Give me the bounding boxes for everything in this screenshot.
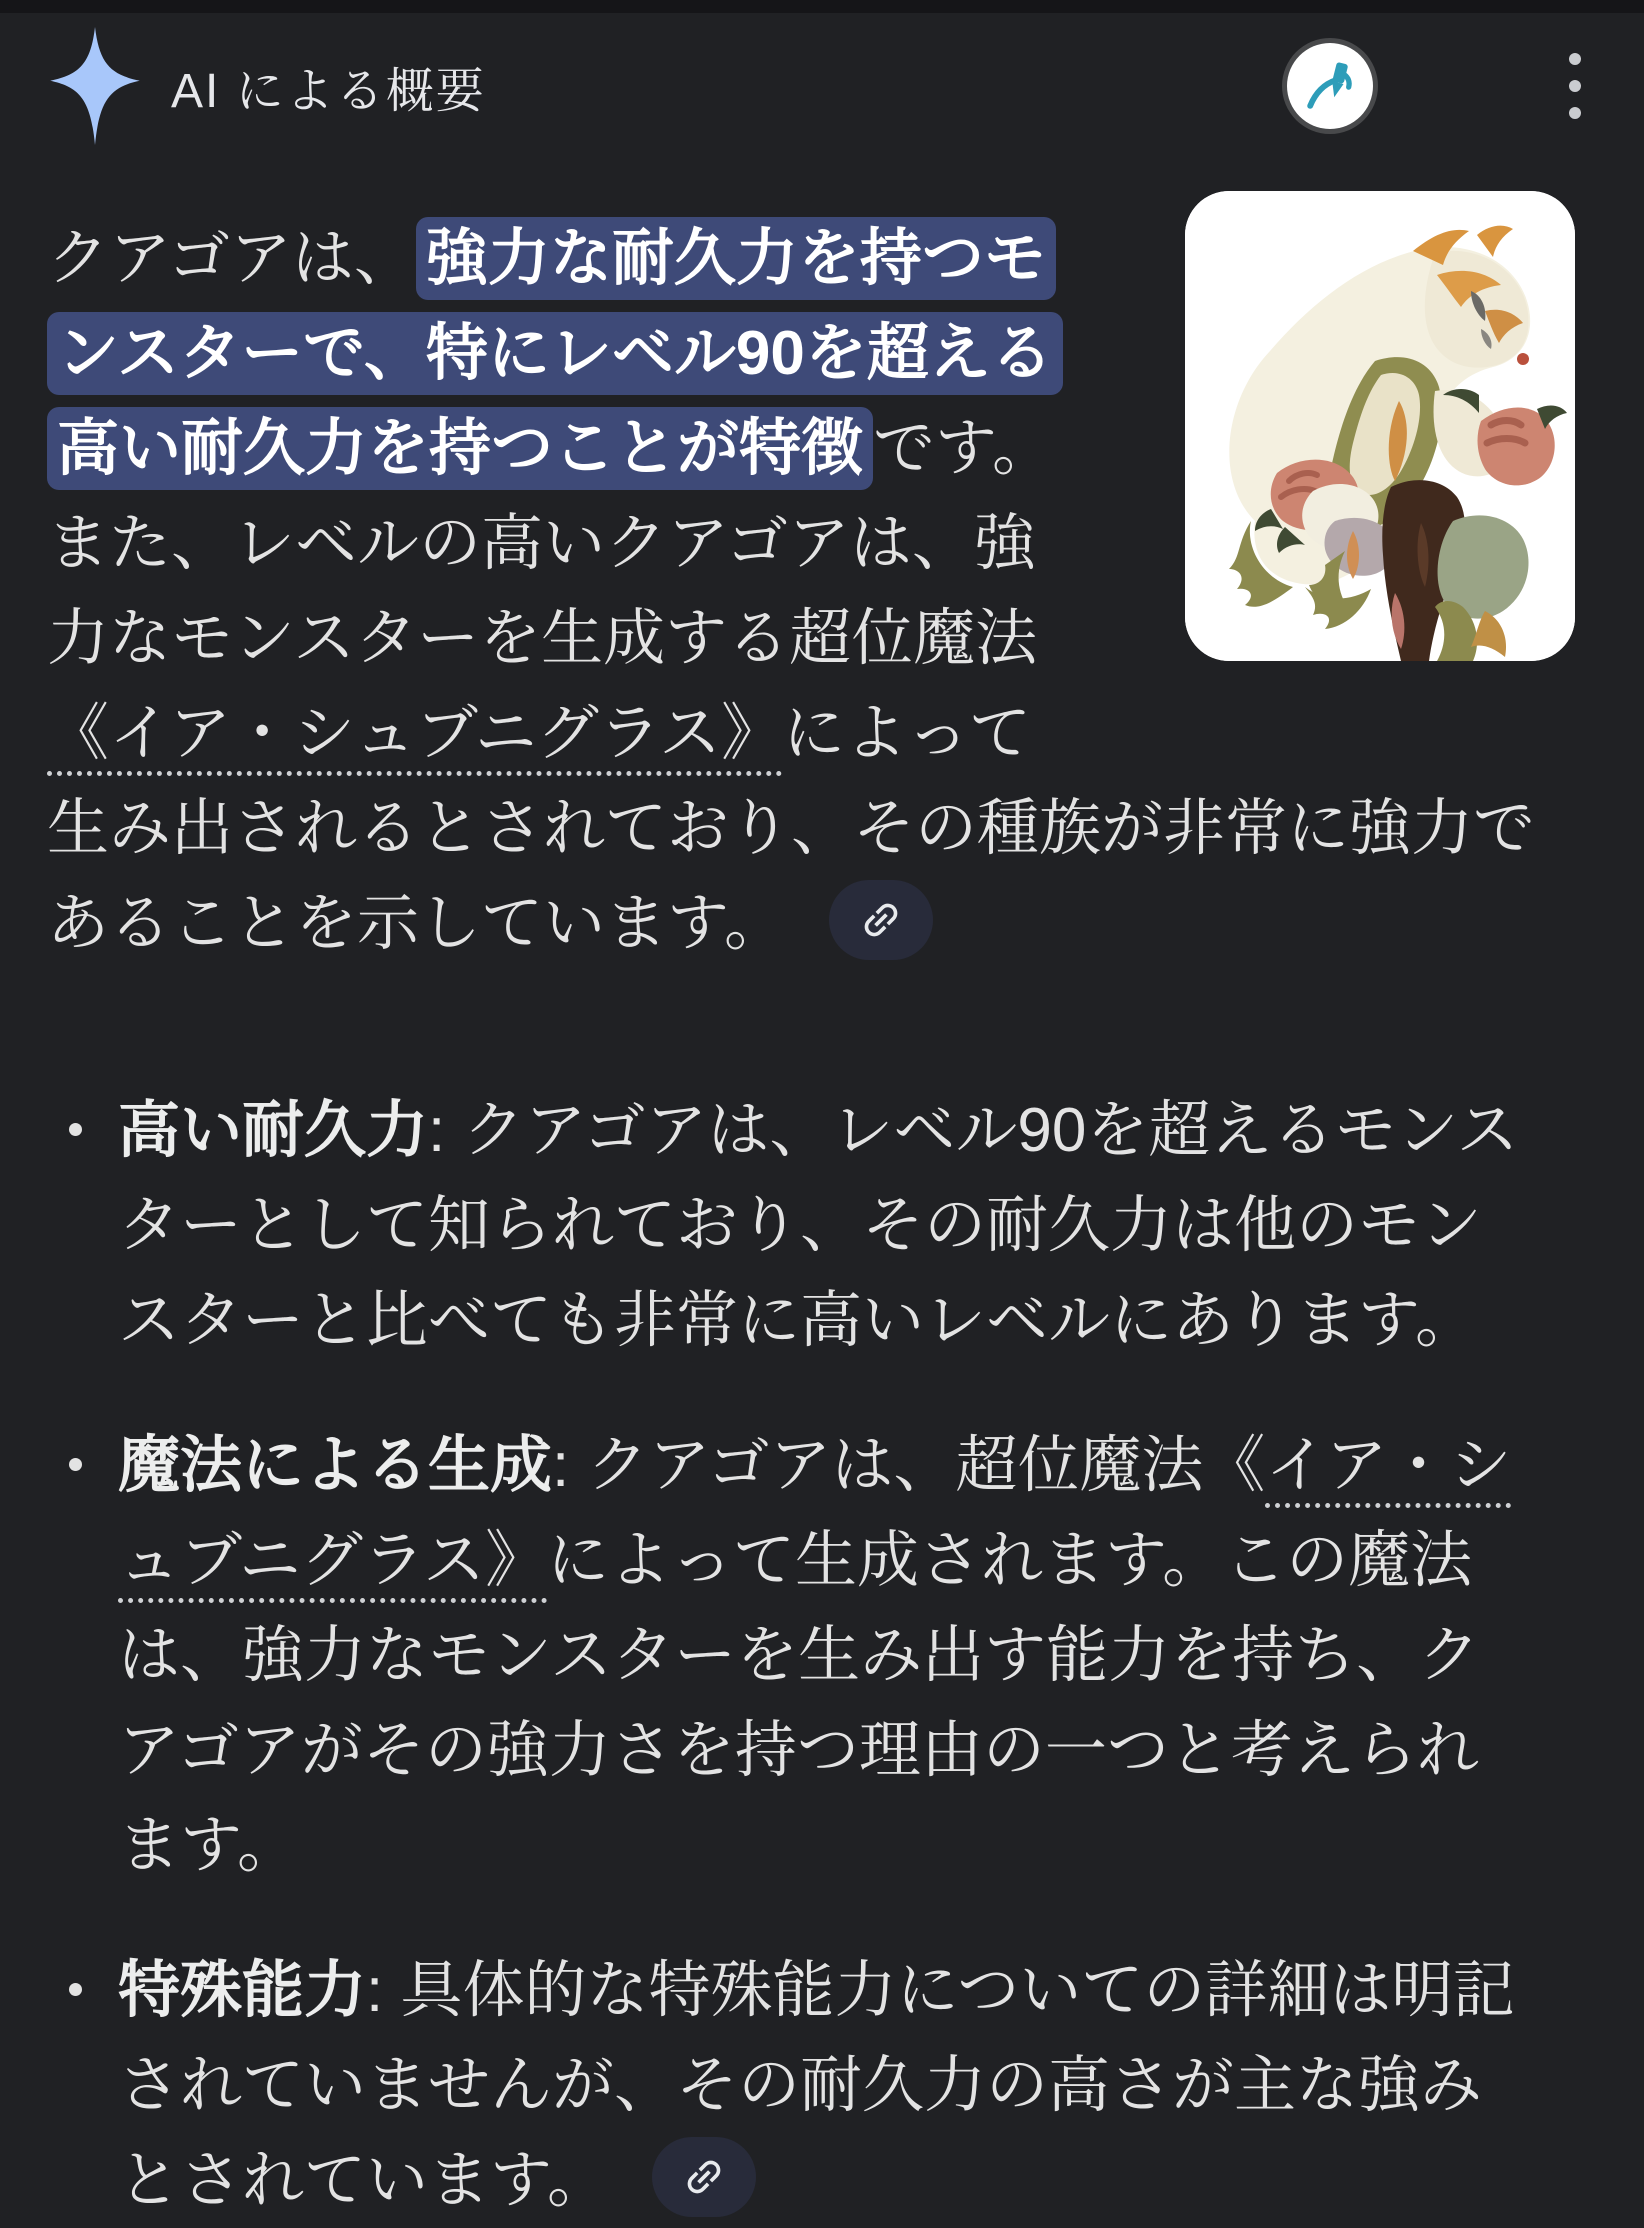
page-title: AI による概要 bbox=[171, 64, 486, 118]
text-run: あることを示しています。 bbox=[47, 889, 787, 958]
text-run: とされています。 bbox=[118, 2146, 610, 2215]
list-item bbox=[47, 1418, 1597, 1893]
highlighted-text: 高い耐久力を持つことが特徴 bbox=[47, 407, 873, 490]
bold-label: 特殊能力 bbox=[118, 1956, 367, 2025]
monster-thumbnail[interactable] bbox=[1185, 191, 1575, 661]
text-run: 力なモンスターを生成する超位魔法 bbox=[47, 604, 1038, 673]
source-link-chip[interactable] bbox=[829, 880, 933, 960]
link-chain-icon bbox=[858, 897, 904, 943]
ai-overview-panel bbox=[0, 27, 1644, 2228]
bullet-dot-icon bbox=[69, 1983, 82, 1996]
text-run: ます。 bbox=[118, 1811, 300, 1880]
bullet-dot-icon bbox=[69, 1458, 82, 1471]
list-item-text bbox=[118, 1096, 1518, 1355]
text-run: によって bbox=[782, 699, 1031, 768]
bold-label: 高い耐久力 bbox=[118, 1096, 429, 1165]
bullet-dot-icon bbox=[69, 1123, 82, 1136]
more-options-button[interactable] bbox=[1563, 47, 1587, 125]
text-run: スターと比べても非常に高いレベルにあります。 bbox=[118, 1286, 1478, 1355]
text-run: によって生成されます。この魔法 bbox=[547, 1526, 1473, 1595]
ai-overview-header bbox=[47, 27, 1597, 145]
text-run: されていませんが、その耐久力の高さが主な強み bbox=[118, 2051, 1483, 2120]
text-run: は、強力なモンスターを生み出す能力を持ち、ク bbox=[118, 1621, 1481, 1690]
list-item-text bbox=[118, 1431, 1512, 1880]
menu-dot bbox=[1569, 53, 1581, 65]
source-favicon-button[interactable] bbox=[1287, 43, 1373, 129]
inline-source-link[interactable]: ュブニグラス》 bbox=[118, 1526, 548, 1595]
pen-favicon-icon bbox=[1302, 58, 1358, 114]
text-run: また、レベルの高いクアゴアは、強 bbox=[47, 509, 1036, 578]
text-run: : 具体的な特殊能力についての詳細は明記 bbox=[366, 1956, 1516, 2025]
highlighted-text: ンスターで、特にレベル90を超える bbox=[47, 312, 1063, 395]
text-run: ターとして知られており、その耐久力は他のモン bbox=[118, 1191, 1483, 1260]
top-edge-strip bbox=[0, 0, 1644, 13]
bold-label: 魔法による生成 bbox=[118, 1431, 553, 1500]
text-run: : クアゴアは、レベル90を超えるモンス bbox=[428, 1096, 1519, 1165]
text-run: 生み出されるとされており、その種族が非常に強力で bbox=[47, 794, 1536, 863]
gemini-sparkle-icon bbox=[47, 27, 143, 145]
text-run: クアゴアは、 bbox=[47, 224, 416, 293]
list-item bbox=[47, 1943, 1597, 2228]
text-run: です。 bbox=[873, 414, 1055, 483]
text-run: アゴアがその強力さを持つ理由の一つと考えられ bbox=[118, 1716, 1479, 1785]
inline-source-link[interactable]: イア・シ bbox=[1265, 1431, 1512, 1500]
overview-paragraph bbox=[47, 211, 1597, 971]
menu-dot bbox=[1569, 107, 1581, 119]
inline-source-link[interactable]: 《イア・シュブニグラス》 bbox=[47, 699, 783, 768]
monster-illustration bbox=[1185, 191, 1575, 661]
list-item-text bbox=[118, 1956, 1515, 2215]
list-item bbox=[47, 1083, 1597, 1368]
menu-dot bbox=[1569, 80, 1581, 92]
text-run: : クアゴアは、超位魔法《 bbox=[552, 1431, 1266, 1500]
bullet-list bbox=[47, 1083, 1597, 2228]
highlighted-text: 強力な耐久力を持つモ bbox=[416, 217, 1056, 300]
